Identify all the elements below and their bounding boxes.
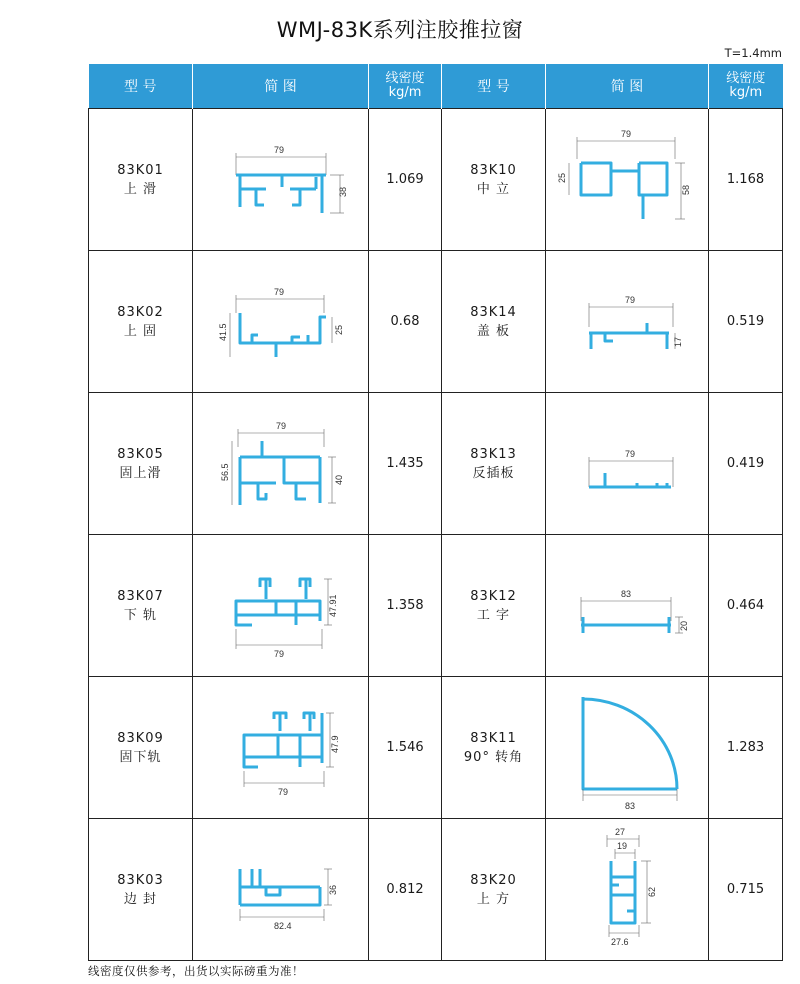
density-cell: 0.519 xyxy=(709,251,783,393)
svg-text:25: 25 xyxy=(557,172,567,183)
svg-text:41.5: 41.5 xyxy=(217,322,228,341)
table-header-row xyxy=(89,64,783,109)
model-cell: 83K05 固上滑 xyxy=(89,393,193,535)
density-cell: 1.168 xyxy=(709,109,783,251)
spec-table xyxy=(88,64,783,961)
profile-drawing-83k20 xyxy=(546,819,709,961)
svg-text:83: 83 xyxy=(625,800,636,811)
col-density-header: 线密度 kg/m xyxy=(709,64,783,109)
density-cell: 0.812 xyxy=(369,819,442,961)
density-cell: 1.283 xyxy=(709,677,783,819)
col-density-header: 线密度 kg/m xyxy=(369,64,442,109)
table-row xyxy=(89,251,783,393)
profile-drawing-83k07 xyxy=(193,535,369,677)
svg-text:27.6: 27.6 xyxy=(611,936,629,947)
svg-text:82.4: 82.4 xyxy=(273,920,292,931)
svg-text:83: 83 xyxy=(621,588,632,599)
profile-drawing-83k03 xyxy=(193,819,369,961)
svg-text:47.91: 47.91 xyxy=(327,593,338,617)
col-drawing-header: 简 图 xyxy=(546,64,709,109)
svg-text:27: 27 xyxy=(615,826,626,837)
density-cell: 0.419 xyxy=(709,393,783,535)
footnote: 线密度仅供参考，出货以实际磅重为准！ xyxy=(88,964,304,978)
col-drawing-header: 简 图 xyxy=(193,64,369,109)
model-cell: 83K03 边 封 xyxy=(89,819,193,961)
svg-text:79: 79 xyxy=(273,144,284,155)
svg-text:58: 58 xyxy=(681,184,691,195)
svg-text:47.9: 47.9 xyxy=(329,734,340,753)
model-cell: 83K11 90° 转角 xyxy=(442,677,546,819)
svg-text:79: 79 xyxy=(273,286,284,297)
svg-text:40: 40 xyxy=(333,474,344,485)
model-cell: 83K12 工 字 xyxy=(442,535,546,677)
profile-drawing-83k02 xyxy=(193,251,369,393)
density-cell: 1.435 xyxy=(369,393,442,535)
model-cell: 83K13 反插板 xyxy=(442,393,546,535)
svg-text:25: 25 xyxy=(333,324,344,335)
density-cell: 1.358 xyxy=(369,535,442,677)
profile-drawing-83k13 xyxy=(546,393,709,535)
svg-text:79: 79 xyxy=(621,128,632,139)
svg-text:79: 79 xyxy=(625,448,636,459)
model-cell: 83K09 固下轨 xyxy=(89,677,193,819)
model-cell: 83K01 上 滑 xyxy=(89,109,193,251)
density-cell: 0.464 xyxy=(709,535,783,677)
svg-text:79: 79 xyxy=(275,420,286,431)
svg-text:17: 17 xyxy=(673,336,683,347)
svg-text:79: 79 xyxy=(625,294,636,305)
thickness-label: T=1.4mm xyxy=(724,46,782,60)
svg-text:38: 38 xyxy=(337,186,348,197)
svg-text:19: 19 xyxy=(617,840,628,851)
col-model-header: 型 号 xyxy=(442,64,546,109)
density-cell: 1.546 xyxy=(369,677,442,819)
profile-drawing-83k09 xyxy=(193,677,369,819)
model-cell: 83K02 上 固 xyxy=(89,251,193,393)
svg-text:36: 36 xyxy=(327,884,338,895)
table-row xyxy=(89,819,783,961)
density-cell: 1.069 xyxy=(369,109,442,251)
profile-drawing-83k11 xyxy=(546,677,709,819)
svg-text:79: 79 xyxy=(273,648,284,659)
page-title: WMJ-83K系列注胶推拉窗 xyxy=(276,18,524,42)
density-cell: 0.715 xyxy=(709,819,783,961)
svg-text:79: 79 xyxy=(277,786,288,797)
table-row xyxy=(89,393,783,535)
model-cell: 83K10 中 立 xyxy=(442,109,546,251)
model-cell: 83K07 下 轨 xyxy=(89,535,193,677)
svg-text:62: 62 xyxy=(647,886,657,897)
table-row xyxy=(89,677,783,819)
svg-text:20: 20 xyxy=(679,620,689,631)
profile-drawing-83k14 xyxy=(546,251,709,393)
model-cell: 83K20 上 方 xyxy=(442,819,546,961)
profile-drawing-83k01 xyxy=(193,109,369,251)
table-row xyxy=(89,109,783,251)
svg-text:56.5: 56.5 xyxy=(219,462,230,481)
table-row xyxy=(89,535,783,677)
profile-drawing-83k05 xyxy=(193,393,369,535)
profile-drawing-83k12 xyxy=(546,535,709,677)
model-cell: 83K14 盖 板 xyxy=(442,251,546,393)
profile-drawing-83k10 xyxy=(546,109,709,251)
density-cell: 0.68 xyxy=(369,251,442,393)
col-model-header: 型 号 xyxy=(89,64,193,109)
